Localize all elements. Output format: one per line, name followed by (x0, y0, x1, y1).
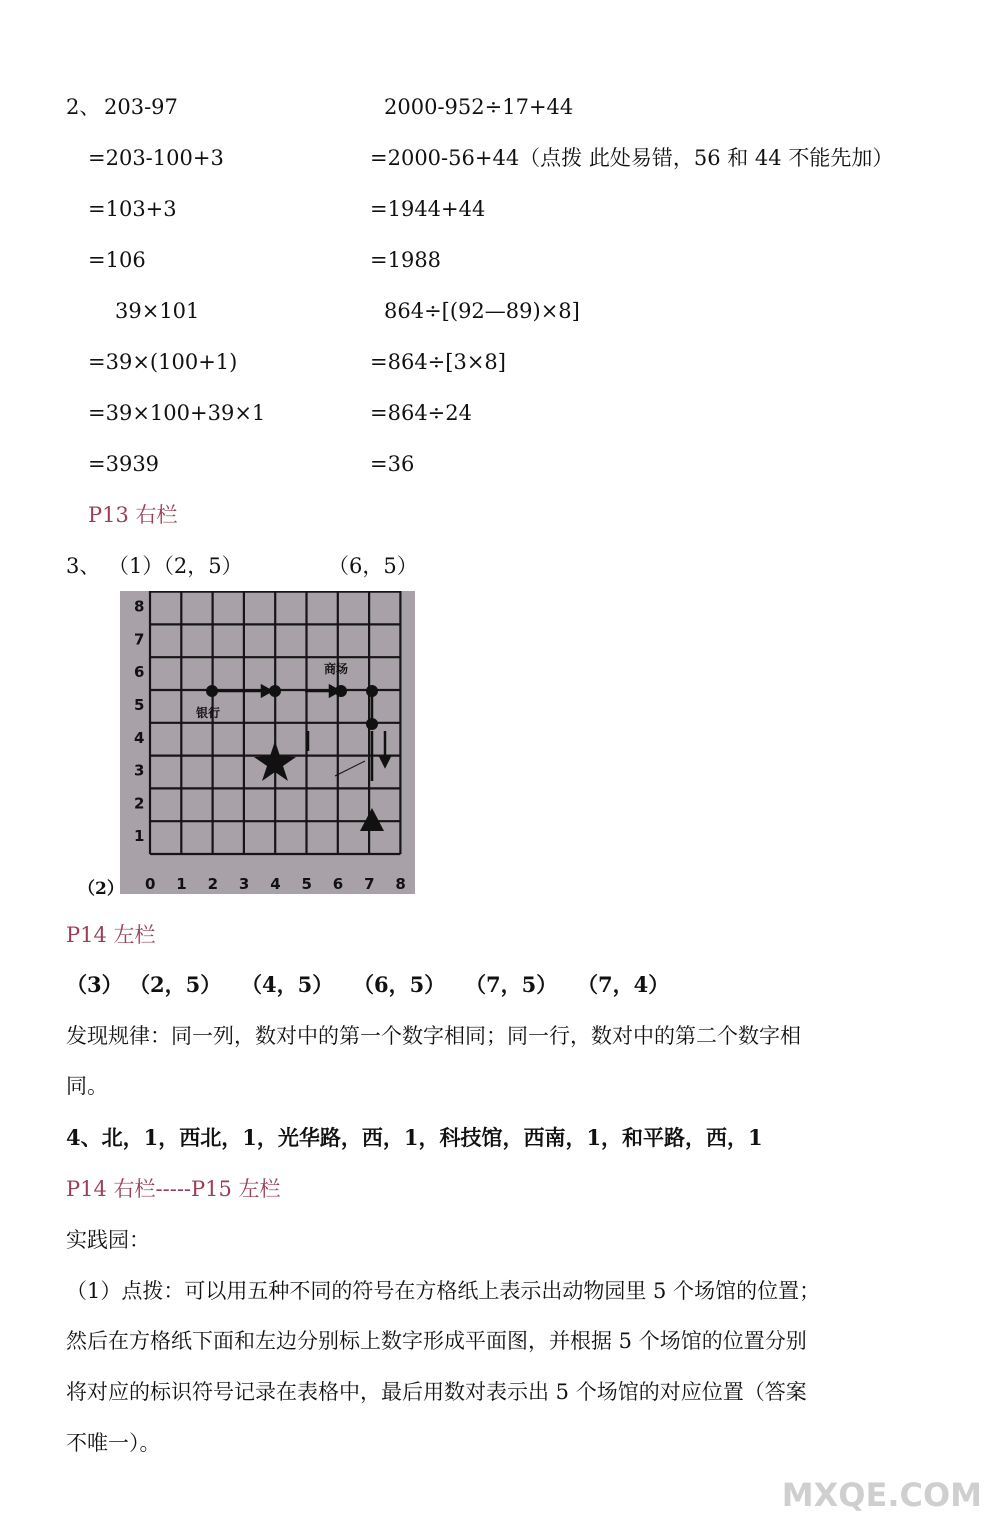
x-tick-label: 7 (364, 875, 375, 893)
section-heading-p14-right: P14 右栏-----P15 左栏 (66, 1177, 281, 1201)
calc-line: 864÷[(92—89)×8] (384, 299, 580, 323)
calc-line: =36 (370, 452, 415, 476)
q3-label: 3、 (66, 554, 101, 578)
x-tick-label: 6 (332, 875, 344, 893)
calc-line: =106 (88, 248, 146, 272)
label-bank: 银行 (196, 706, 221, 720)
x-tick-label: 5 (301, 875, 312, 893)
calc-line: =864÷[3×8] (370, 350, 506, 374)
x-tick-label: 8 (395, 875, 406, 893)
rule-text: 同。 (66, 1074, 108, 1098)
x-tick-label: 2 (207, 875, 219, 893)
practice-line: 将对应的标识符号记录在表格中，最后用数对表示出 5 个场馆的对应位置（答案 (66, 1380, 807, 1404)
calc-line: =103+3 (88, 197, 177, 221)
calc-line: =203-100+3 (88, 146, 224, 170)
calc-line: =39×100+39×1 (88, 401, 266, 425)
y-tick-label: 3 (134, 761, 145, 780)
practice-line: （1）点拨：可以用五种不同的符号在方格纸上表示出动物园里 5 个场馆的位置； (66, 1279, 821, 1303)
calc-line: =1988 (370, 248, 442, 272)
y-tick-label: 7 (134, 630, 145, 649)
point-7-4 (366, 718, 378, 730)
calc-line: =3939 (88, 452, 160, 476)
practice-line: 不唯一）。 (66, 1431, 161, 1455)
label-shop: 商场 (324, 662, 349, 676)
q3-part2-label: （2） (78, 879, 124, 899)
coord-answer: （6，5） (353, 972, 446, 997)
point-6-5 (335, 685, 347, 697)
q3-3-label: （3） (66, 972, 123, 997)
y-tick-label: 6 (134, 663, 145, 682)
y-tick-label: 5 (134, 696, 145, 714)
q4-answer: 4、北，1，西北，1，光华路，西，1，科技馆，西南，1，和平路，西，1 (66, 1125, 763, 1150)
q3-answer-1b: （6，5） (328, 554, 418, 578)
q3-answer-1: （1）（2，5） (108, 554, 243, 578)
q2-label: 2、 (66, 95, 101, 119)
calc-line: 39×101 (115, 299, 200, 323)
practice-title: 实践园： (66, 1228, 150, 1252)
calc-line: =39×(100+1) (88, 350, 238, 374)
section-heading-p13: P13 右栏 (88, 503, 178, 527)
y-tick-label: 2 (134, 794, 145, 813)
rule-text: 发现规律：同一列，数对中的第一个数字相同；同一行，数对中的第二个数字相 (66, 1024, 801, 1048)
x-tick-label: 4 (270, 875, 281, 893)
coord-answer: （4，5） (241, 972, 334, 997)
coordinate-grid-figure (120, 591, 415, 894)
coord-answer: （7，4） (577, 972, 670, 997)
section-heading-p14-left: P14 左栏 (66, 923, 156, 947)
y-tick-label: 8 (134, 597, 145, 616)
coordinate-grid-svg (120, 591, 415, 894)
coord-answer: （2，5） (129, 972, 222, 997)
calc-line-note: =2000-56+44（点拨 此处易错，56 和 44 不能先加） (370, 146, 894, 170)
calc-line: 203-97 (104, 95, 178, 119)
y-tick-label: 4 (134, 728, 145, 747)
x-tick-label: 0 (145, 875, 156, 893)
practice-line: 然后在方格纸下面和左边分别标上数字形成平面图，并根据 5 个场馆的位置分别 (66, 1329, 807, 1353)
watermark: MXQE.COM (781, 1476, 982, 1514)
calc-line: =864÷24 (370, 401, 472, 425)
x-tick-label: 3 (238, 875, 250, 893)
point-2-5 (206, 685, 218, 697)
point-7-5 (366, 685, 378, 697)
y-tick-label: 1 (134, 827, 145, 846)
x-tick-label: 1 (176, 875, 187, 893)
calc-line: =1944+44 (370, 197, 486, 221)
calc-line: 2000-952÷17+44 (384, 95, 574, 119)
coord-answer: （7，5） (465, 972, 558, 997)
point-4-5 (269, 685, 281, 697)
